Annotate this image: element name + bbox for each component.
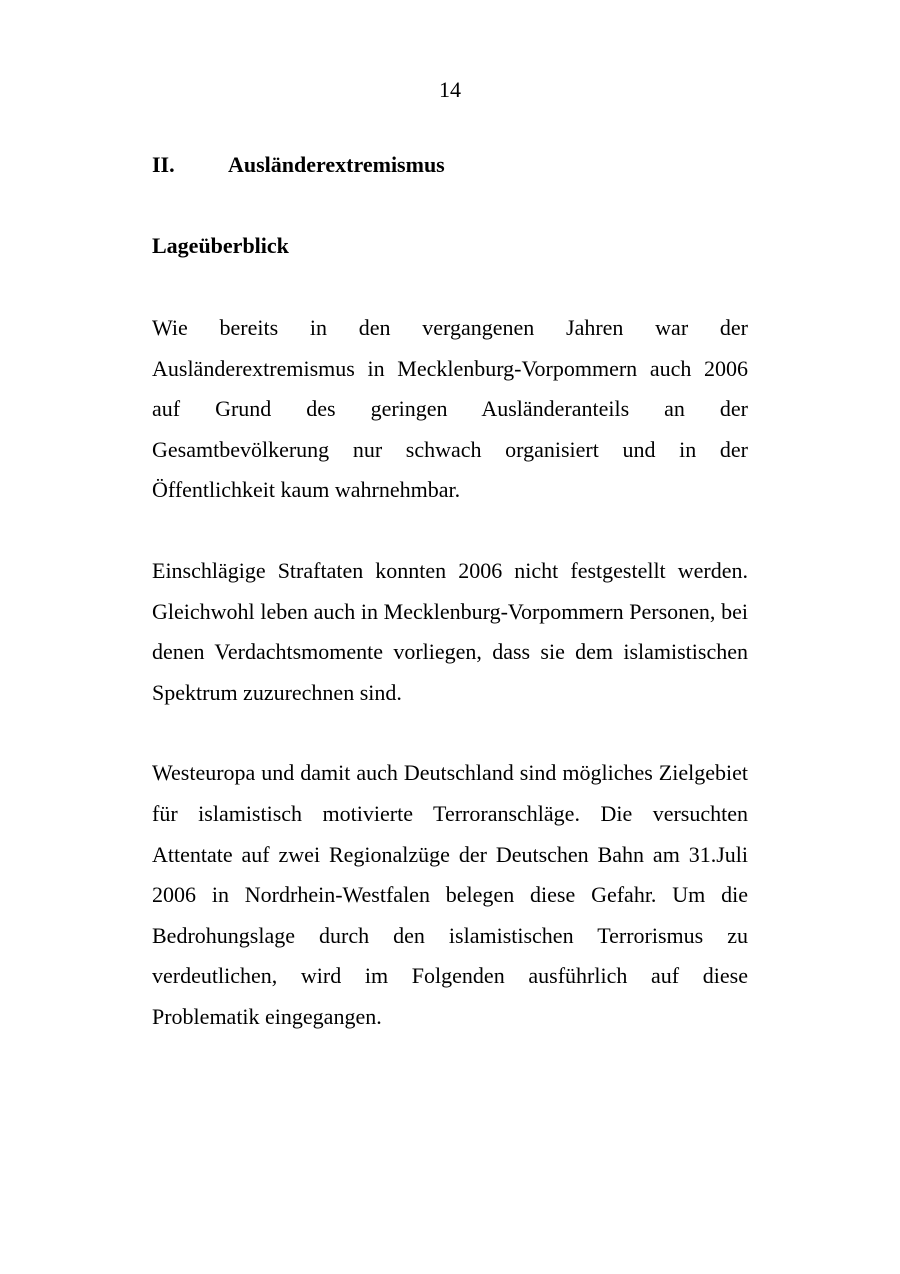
- section-heading: [152, 150, 748, 180]
- section-title: Ausländerextremismus: [228, 152, 445, 177]
- section-number: II.: [152, 152, 175, 177]
- paragraph-3: Westeuropa und damit auch Deutschland sind mögliches Zielgebiet für islamistisch motivierte Terroranschläge. Die versuchten Attentate auf zwei Regionalzüge der Deutschen Bahn am 31.Juli 2006 in Nordrhein-Westfalen belegen diese Gefahr. Um die Bedrohungslage durch den islamistischen Terrorismus zu verdeutlichen, wird im Folgenden ausführlich auf diese Problematik eingegangen.: [152, 760, 748, 1029]
- page-content: [152, 150, 748, 1038]
- paragraph-1: Wie bereits in den vergangenen Jahren war der Ausländerextremismus in Mecklenburg-Vorpommern auch 2006 auf Grund des geringen Ausländeranteils an der Gesamtbevölkerung nur schwach organisiert und in der Öffentlichkeit kaum wahrnehmbar.: [152, 315, 748, 503]
- page-number: 14: [439, 77, 461, 102]
- paragraph-2: Einschlägige Straftaten konnten 2006 nicht festgestellt werden. Gleichwohl leben auch in Mecklenburg-Vorpommern Personen, bei denen Verdachtsmomente vorliegen, dass sie dem islamistischen Spektrum zuzurechnen sind.: [152, 557, 748, 705]
- subheading-lageueberblick: Lageüberblick: [152, 233, 289, 258]
